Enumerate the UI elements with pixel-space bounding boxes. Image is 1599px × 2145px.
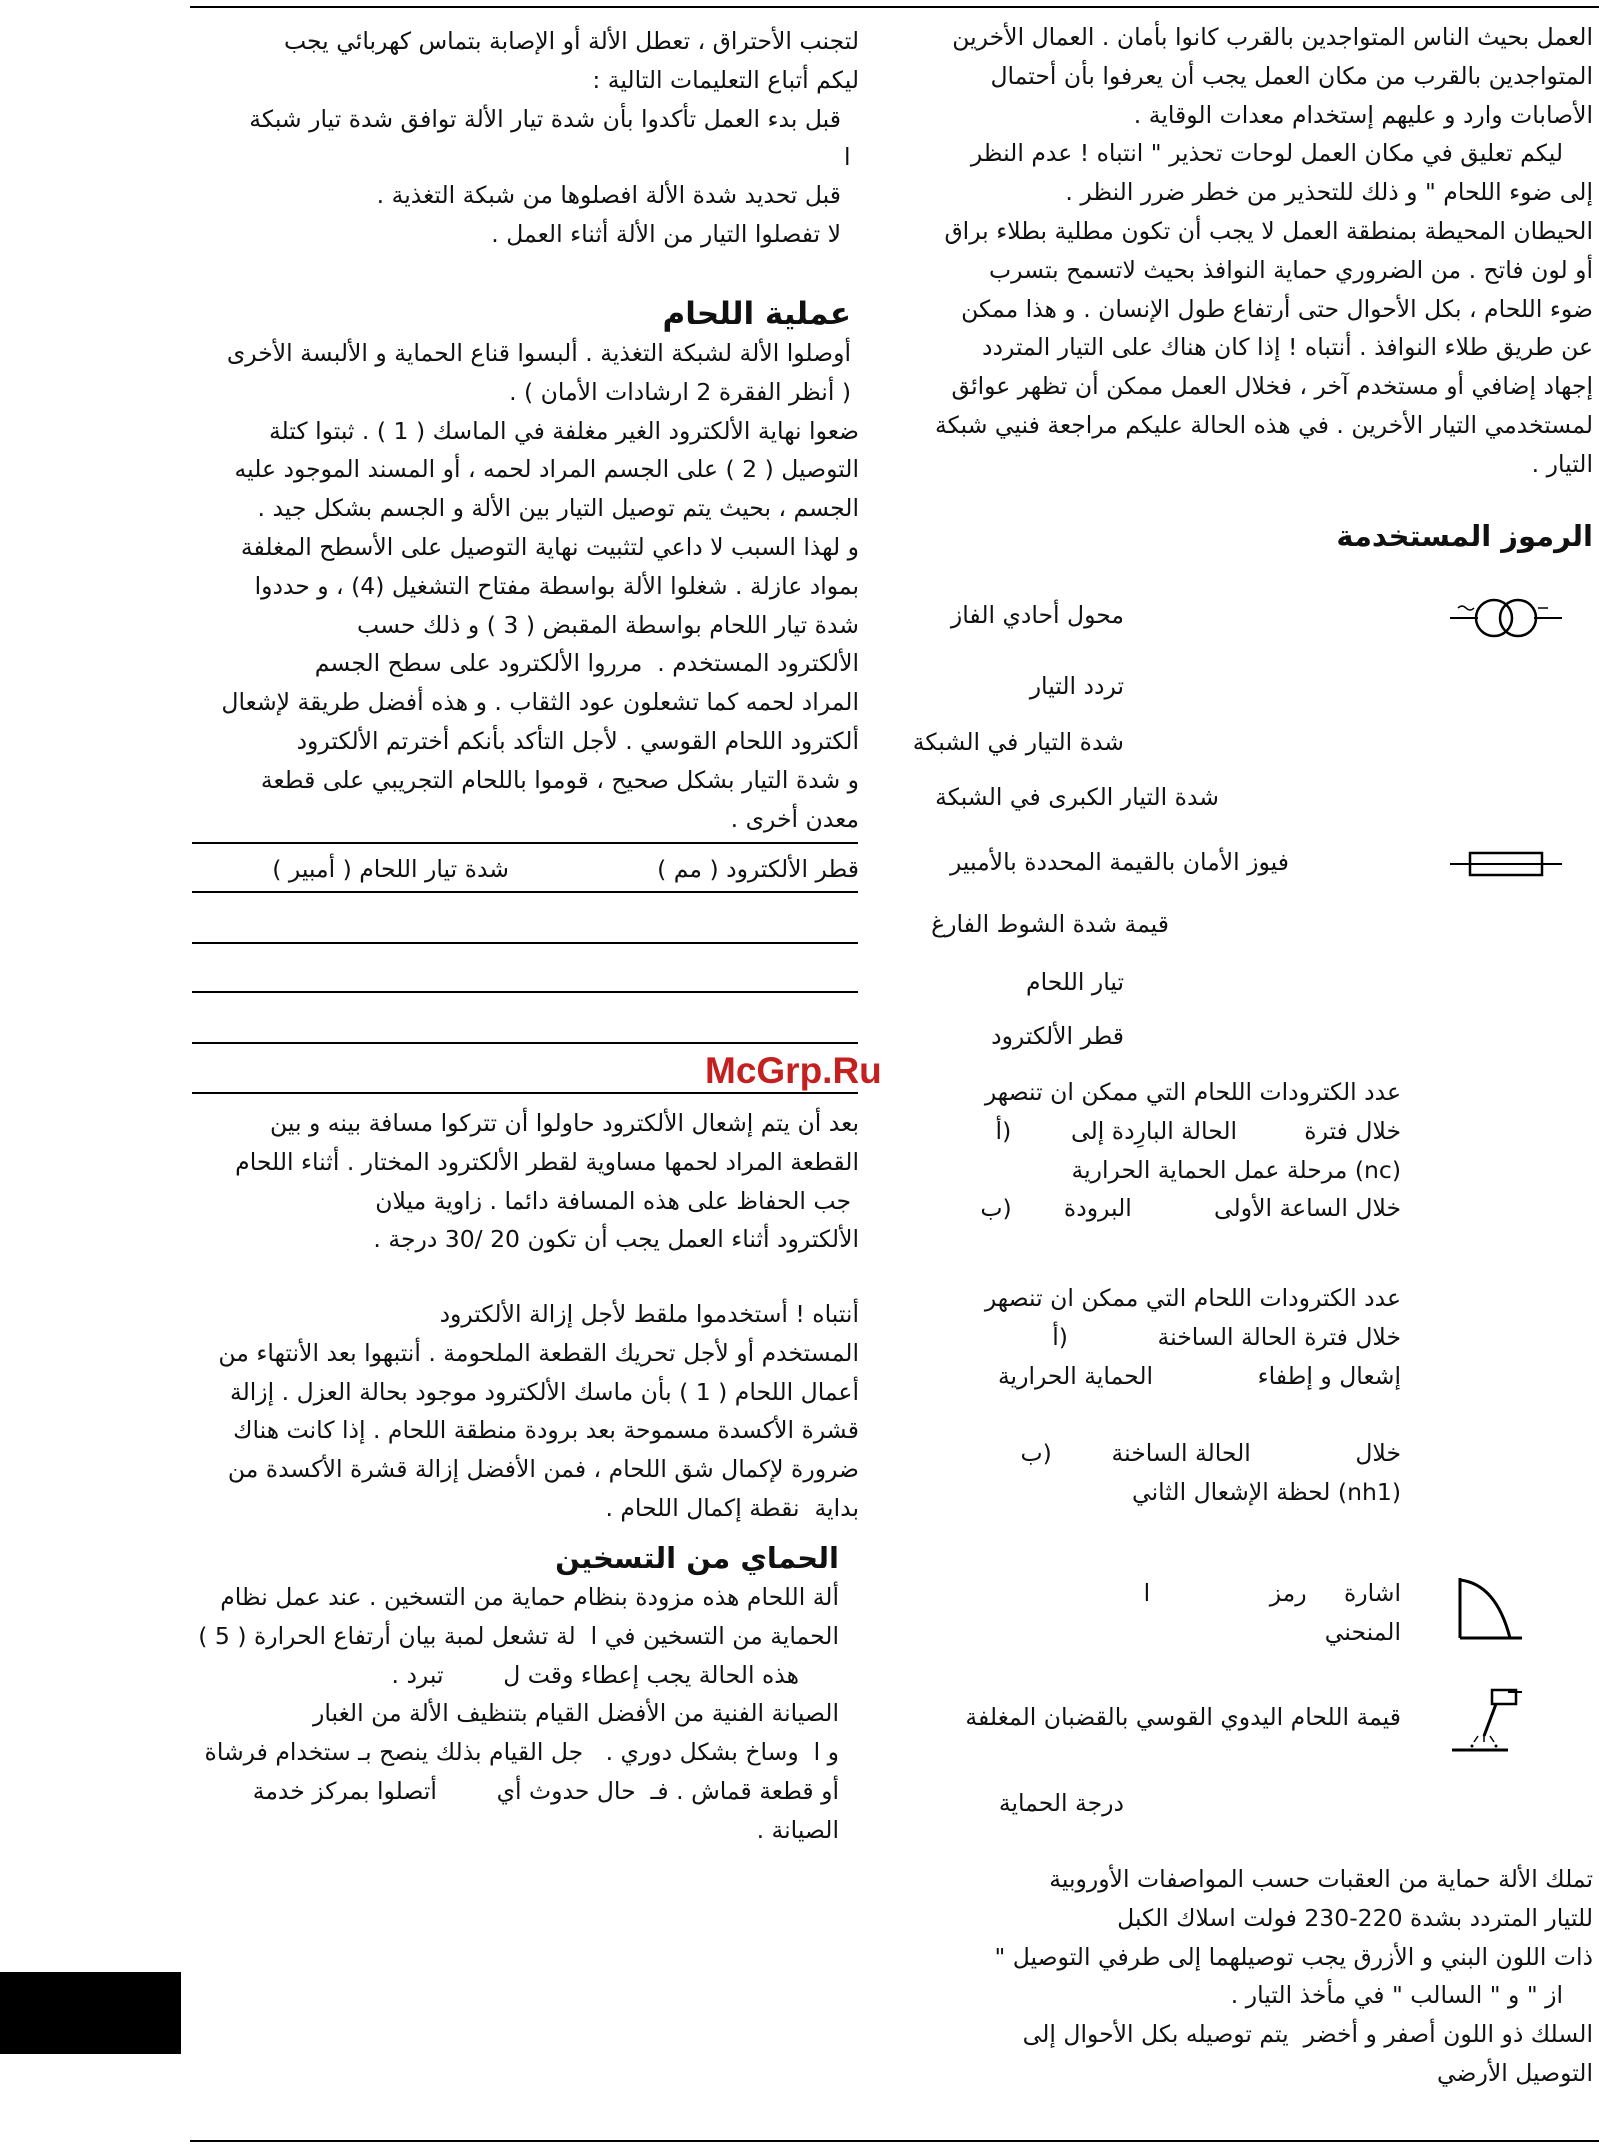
- left-intro-line: قبل بدء العمل تأكدوا بأن شدة تيار الألة توافق شدة تيار شبكة: [249, 104, 841, 133]
- left-intro-line: ا: [844, 143, 851, 172]
- symbol-label-mains-current: شدة التيار في الشبكة: [912, 728, 1124, 756]
- top-rule: [190, 6, 1599, 8]
- welding-line: بمواد عازلة . شغلوا الألة بواسطة مفتاح التشغيل (4) ، و حددوا: [254, 571, 859, 600]
- welding-line: الجسم ، بحيث يتم توصيل التيار بين الألة و الجسم بشكل جيد .: [257, 494, 859, 523]
- curve-symbol-line: اشارة رمز ا: [1143, 1579, 1401, 1607]
- welding-heading: عملية اللحام: [662, 296, 851, 332]
- overheat-line: و ا وساخ بشكل دوري . جل القيام بذلك ينصح بـ ستخدام فرشاة: [204, 1738, 839, 1767]
- closing-line: السلك ذو اللون أصفر و أخضر يتم توصيله بكل الأحوال إلى: [1022, 2020, 1593, 2049]
- attention-section: [179, 1295, 859, 1528]
- welding-line: و لهذا السبب لا داعي لتثبيت نهاية التوصيل على الأسطح المغلفة: [240, 532, 859, 561]
- welding-line: ضعوا نهاية الألكترود الغير مغلفة في الماسك ( 1 ) . ثبتوا كتلة: [268, 416, 859, 445]
- closing-line: تملك الألة حماية من العقبات حسب المواصفات الأوروبية: [1049, 1865, 1593, 1893]
- symbol-label-welding-current: تيار اللحام: [1026, 968, 1124, 996]
- left-intro-line: قبل تحديد شدة الألة افصلوها من شبكة التغذية .: [376, 181, 841, 210]
- hot-block-line: خلال فترة الحالة الساخنة (أ: [1052, 1322, 1401, 1351]
- electrode-holder-icon: [1448, 1684, 1528, 1756]
- right-intro-line: إجهاد إضافي أو مستخدم آخر ، فخلال العمل ممكن أن تظهر عوائق: [951, 372, 1593, 401]
- overheat-line: الصيانة الفنية من الأفضل القيام بتنظيف الألة من الغبار: [313, 1699, 839, 1728]
- attention-line: المستخدم أو لأجل تحريك القطعة الملحومة . أنتبهوا بعد الأنتهاء من: [218, 1338, 859, 1367]
- symbol-label-frequency: تردد التيار: [1029, 672, 1124, 700]
- closing-line: للتيار المتردد بشدة 220-230 فولت اسلاك الكبل: [1117, 1903, 1593, 1932]
- attention-line: قشرة الأكسدة مسموحة بعد برودة منطقة اللحام . إذا كانت هناك: [233, 1416, 859, 1445]
- hot-block-line: إشعال و إطفاء الحماية الحرارية: [997, 1361, 1401, 1390]
- overheat-line: هذه الحالة يجب إعطاء وقت ل تبرد .: [391, 1660, 799, 1689]
- overheat-line: أو قطعة قماش . فـ حال حدوث أي أتصلوا بمركز خدمة: [252, 1776, 839, 1805]
- curve-icon: [1456, 1574, 1526, 1642]
- welding-line: الألكترود المستخدم . مرروا الألكترود على سطح الجسم: [314, 649, 859, 678]
- overheat-line: ألة اللحام هذه مزودة بنظام حماية من التسخين . عند عمل نظام: [220, 1583, 839, 1611]
- overheat-heading: الحماي من التسخين: [555, 1541, 839, 1575]
- table-rule: [192, 1092, 858, 1094]
- symbol-label-transformer: محول أحادي الفاز: [950, 601, 1124, 629]
- symbol-label-no-load-voltage: قيمة شدة الشوط الفارغ: [931, 910, 1169, 938]
- after-table-section: [179, 1104, 859, 1259]
- right-intro-line: ليكم تعليق في مكان العمل لوحات تحذير " انتباه ! عدم النظر: [970, 139, 1563, 168]
- curve-symbol-block: [941, 1574, 1401, 1652]
- right-intro-line: الحيطان المحيطة بمنطقة العمل لا يجب أن تكون مطلية بطلاء براق: [944, 216, 1593, 245]
- attention-line: أنتباه ! أستخدموا ملقط لأجل إزالة الألكترود: [439, 1300, 859, 1328]
- watermark: McGrp.Ru: [705, 1050, 882, 1091]
- right-intro-line: لمستخدمي التيار الأخرين . في هذه الحالة عليكم مراجعة فنيي شبكة: [935, 410, 1593, 439]
- right-intro-line: أو لون فاتح . من الضروري حماية النوافذ بحيث لاتسمح بتسرب: [989, 255, 1593, 284]
- closing-line: التوصيل الأرضي: [1436, 2058, 1593, 2087]
- after-table-line: جب الحفاظ على هذه المسافة دائما . زاوية ميلان: [375, 1186, 851, 1215]
- after-table-line: القطعة المراد لحمها مساوية لقطر الألكترود المختار . أثناء اللحام: [235, 1147, 859, 1176]
- symbols-heading-wrap: [933, 516, 1593, 556]
- bottom-rule: [190, 2140, 1599, 2142]
- welding-line: شدة تيار اللحام بواسطة المقبض ( 3 ) و ذلك حسب: [357, 610, 859, 639]
- right-intro: [933, 18, 1593, 484]
- closing-section: [933, 1860, 1593, 2093]
- symbol-label-electrode-diameter: قطر الألكترود: [991, 1022, 1124, 1050]
- symbol-label-fuse: فيوز الأمان بالقيمة المحددة بالأمبير: [949, 848, 1289, 876]
- welding-line: ألكترود اللحام القوسي . لأجل التأكد بأنكم أخترتم الألكترود: [296, 726, 859, 755]
- right-intro-line: الأصابات وارد و عليهم إستخدام معدات الوقاية .: [1133, 100, 1593, 129]
- after-table-line: الألكترود أثناء العمل يجب أن تكون 20 /30 درجة .: [373, 1225, 859, 1254]
- fuse-icon: [1448, 848, 1564, 880]
- left-intro: [179, 22, 859, 254]
- symbol-label-protection-degree: درجة الحماية: [998, 1789, 1124, 1817]
- welding-line: المراد لحمه كما تشعلون عود الثقاب . و هذه أفضل طريقة لإشعال: [221, 688, 859, 717]
- attention-line: بداية نقطة إكمال اللحام .: [605, 1493, 859, 1522]
- right-intro-line: العمل بحيث الناس المتواجدين بالقرب كانوا بأمان . العمال الأخرين: [952, 23, 1593, 51]
- welding-line: معدن أخرى .: [730, 804, 859, 833]
- overheat-line: الحماية من التسخين في ا لة تشعل لمبة بيان أرتفاع الحرارة ( 5 ): [198, 1621, 839, 1650]
- right-intro-line: عن طريق طلاء النوافذ . أنتباه ! إذا كان هناك على التيار المتردد: [982, 333, 1593, 362]
- attention-line: أعمال اللحام ( 1 ) بأن ماسك الألكترود موجود بحالة العزل . إزالة: [230, 1377, 859, 1406]
- closing-line: از " و " السالب " في مأخذ التيار .: [1230, 1981, 1563, 2010]
- welding-line: و شدة التيار بشكل صحيح ، قوموا باللحام التجريبي على قطعة: [260, 765, 859, 794]
- cold-block-line: (nc) مرحلة عمل الحماية الحرارية: [1071, 1155, 1401, 1184]
- closing-line: ذات اللون البني و الأزرق يجب توصيلهما إلى طرفي التوصيل ": [994, 1942, 1593, 1971]
- welding-line: التوصيل ( 2 ) على الجسم المراد لحمه ، أو المسند الموجود عليه: [234, 455, 859, 484]
- hot-block-b-line: (nh1) لحظة الإشعال الثاني: [1132, 1477, 1401, 1506]
- overheat-line: الصيانة .: [756, 1815, 839, 1844]
- after-table-line: بعد أن يتم إشعال الألكترود حاولوا أن تتركوا مسافة بينه و بين: [269, 1109, 859, 1137]
- black-box: [0, 1972, 181, 2054]
- welding-line: ( أنظر الفقرة 2 ارشادات الأمان ) .: [509, 377, 851, 406]
- transformer-icon: [1448, 594, 1564, 642]
- hot-block-b-line: خلال الحالة الساخنة (ب: [1020, 1439, 1401, 1467]
- right-intro-line: ضوء اللحام ، بكل الأحوال حتى أرتفاع طول الإنسان . و هذا ممكن: [961, 294, 1593, 323]
- right-intro-line: التيار .: [1531, 449, 1593, 478]
- table-header-current: شدة تيار اللحام ( أمبير ): [272, 855, 509, 883]
- cold-block: [941, 1073, 1401, 1228]
- welding-line: أوصلوا الألة لشبكة التغذية . ألبسوا قناع الحماية و الألبسة الأخرى: [226, 339, 851, 367]
- cold-block-line: خلال الساعة الأولى البرودة (ب: [980, 1194, 1401, 1223]
- attention-line: ضرورة لإكمال شق اللحام ، فمن الأفضل إزالة قشرة الأكسدة من: [227, 1455, 859, 1484]
- left-intro-line: ليكم أتباع التعليمات التالية :: [592, 65, 859, 94]
- cold-block-line: خلال فترة الحالة البارِدة إلى (أ: [995, 1116, 1401, 1145]
- hot-block: [941, 1279, 1401, 1395]
- hot-block-b: [941, 1434, 1401, 1512]
- curve-symbol-line: المنحني: [1324, 1617, 1401, 1646]
- right-intro-line: إلى ضوء اللحام " و ذلك للتحذير من خطر ضرر النظر .: [1065, 178, 1593, 207]
- cold-block-line: عدد الكترودات اللحام التي ممكن ان تنصهر: [984, 1078, 1401, 1106]
- table-header-diameter: قطر الألكترود ( مم ): [657, 855, 859, 883]
- hot-block-line: عدد الكترودات اللحام التي ممكن ان تنصهر: [984, 1284, 1401, 1312]
- left-intro-line: لا تفصلوا التيار من الألة أثناء العمل .: [491, 220, 841, 249]
- left-intro-line: لتجنب الأحتراق ، تعطل الألة أو الإصابة بتماس كهربائي يجب: [283, 27, 859, 55]
- table-rule: [192, 891, 858, 893]
- symbol-label-mma: قيمة اللحام اليدوي القوسي بالقضبان المغلفة: [965, 1703, 1401, 1731]
- symbol-label-max-mains-current: شدة التيار الكبرى في الشبكة: [935, 783, 1219, 811]
- symbols-heading: الرموز المستخدمة: [1336, 519, 1593, 553]
- right-intro-line: المتواجدين بالقرب من مكان العمل يجب أن يعرفوا بأن أحتمال: [990, 61, 1593, 90]
